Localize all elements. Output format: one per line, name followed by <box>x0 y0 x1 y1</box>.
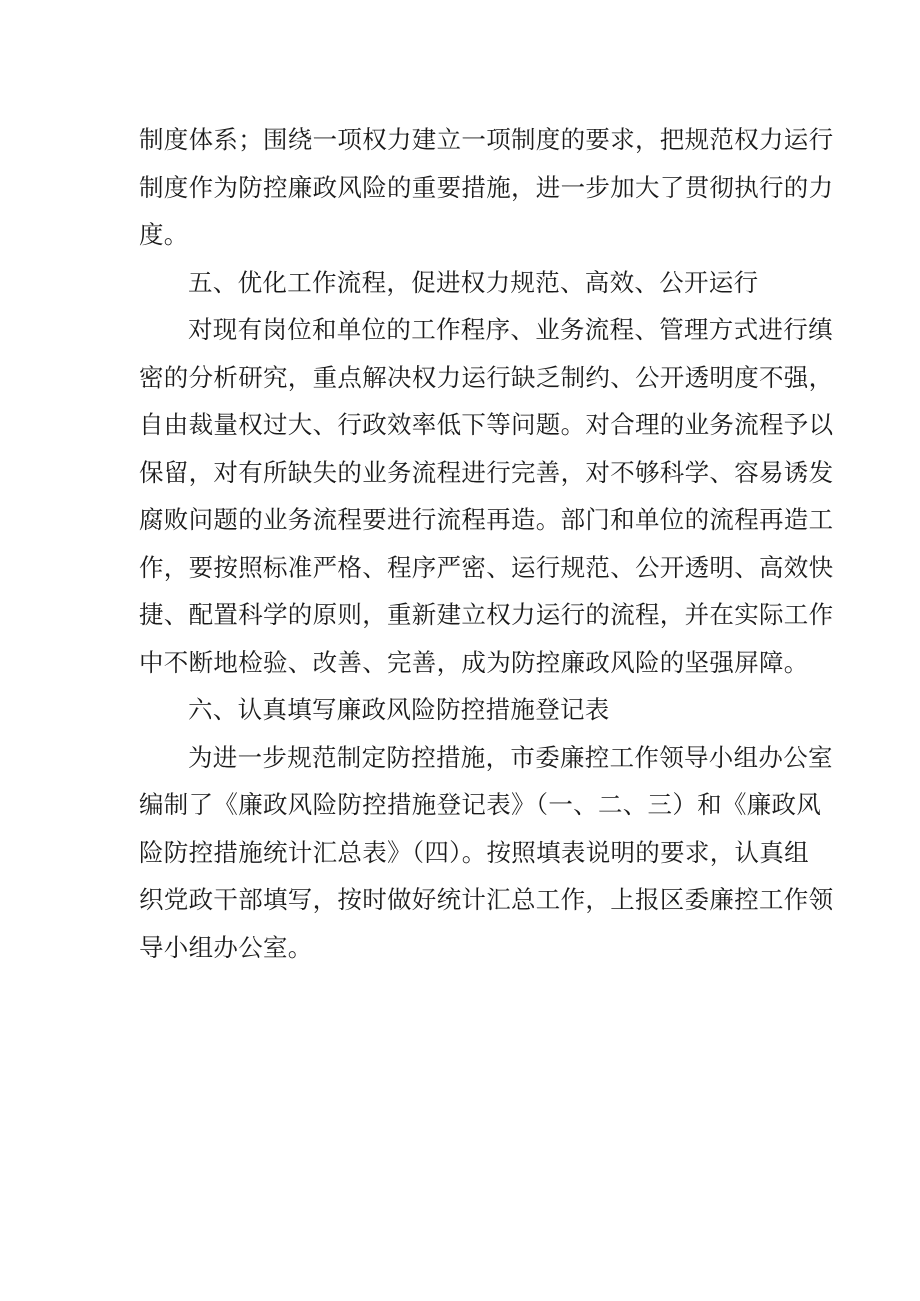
body-line: 捷、配置科学的原则，重新建立权力运行的流程，并在实际工作 <box>139 600 834 629</box>
body-line: 对现有岗位和单位的工作程序、业务流程、管理方式进行缜 <box>188 315 833 344</box>
body-line: 自由裁量权过大、行政效率低下等问题。对合理的业务流程予以 <box>139 410 834 439</box>
body-line: 制度作为防控廉政风险的重要措施，进一步加大了贯彻执行的力 <box>139 172 834 202</box>
body-line: 度。 <box>139 220 189 249</box>
body-line: 为进一步规范制定防控措施，市委廉控工作领导小组办公室 <box>188 742 833 772</box>
body-line: 作，要按照标准严格、程序严密、运行规范、公开透明、高效快 <box>139 552 834 582</box>
section-heading-six: 六、认真填写廉政风险防控措施登记表 <box>188 695 610 724</box>
body-line: 保留，对有所缺失的业务流程进行完善，对不够科学、容易诱发 <box>139 457 834 487</box>
body-line: 密的分析研究，重点解决权力运行缺乏制约、公开透明度不强， <box>139 362 834 392</box>
section-heading-five: 五、优化工作流程，促进权力规范、高效、公开运行 <box>188 267 759 297</box>
body-line: 织党政干部填写，按时做好统计汇总工作，上报区委廉控工作领 <box>139 885 834 914</box>
body-line: 腐败问题的业务流程要进行流程再造。部门和单位的流程再造工 <box>139 505 834 534</box>
body-line: 导小组办公室。 <box>139 932 313 962</box>
body-line: 中不断地检验、改善、完善，成为防控廉政风险的坚强屏障。 <box>139 647 809 677</box>
body-line: 编制了《廉政风险防控措施登记表》（一、二、三）和《廉政风 <box>139 790 822 819</box>
body-line: 制度体系；围绕一项权力建立一项制度的要求，把规范权力运行 <box>139 125 834 154</box>
body-line: 险防控措施统计汇总表》（四）。按照填表说明的要求，认真组 <box>139 837 809 867</box>
document-body <box>139 116 834 971</box>
